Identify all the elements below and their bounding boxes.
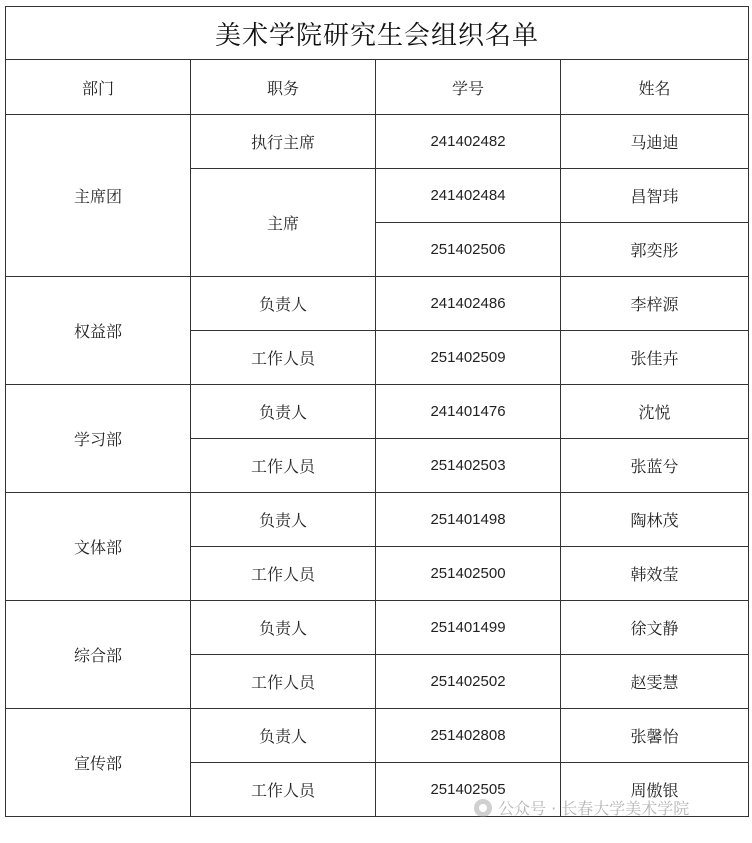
student-id-cell: 251402505 — [376, 763, 561, 817]
department-cell: 文体部 — [6, 493, 191, 601]
person-name-cell: 郭奕彤 — [561, 223, 749, 277]
student-id-cell: 251401499 — [376, 601, 561, 655]
role-cell: 负责人 — [191, 493, 376, 547]
role-cell: 主席 — [191, 169, 376, 277]
student-id-cell: 251402509 — [376, 331, 561, 385]
role-cell: 负责人 — [191, 601, 376, 655]
table-row — [6, 493, 749, 547]
person-name-cell: 周傲银 — [561, 763, 749, 817]
student-id-cell: 241402482 — [376, 115, 561, 169]
role-cell: 工作人员 — [191, 439, 376, 493]
department-cell: 宣传部 — [6, 709, 191, 817]
role-cell: 负责人 — [191, 709, 376, 763]
header-department: 部门 — [6, 60, 191, 115]
header-student-id: 学号 — [376, 60, 561, 115]
role-cell: 执行主席 — [191, 115, 376, 169]
header-name: 姓名 — [561, 60, 749, 115]
department-cell: 学习部 — [6, 385, 191, 493]
role-cell: 负责人 — [191, 277, 376, 331]
person-name-cell: 赵雯慧 — [561, 655, 749, 709]
student-id-cell: 241402486 — [376, 277, 561, 331]
student-id-cell: 251402506 — [376, 223, 561, 277]
header-row — [6, 60, 749, 115]
department-cell: 权益部 — [6, 277, 191, 385]
table-row — [6, 385, 749, 439]
table-row — [6, 115, 749, 169]
person-name-cell: 马迪迪 — [561, 115, 749, 169]
student-id-cell: 251402500 — [376, 547, 561, 601]
department-cell: 综合部 — [6, 601, 191, 709]
student-id-cell: 251402503 — [376, 439, 561, 493]
table-row — [6, 277, 749, 331]
role-cell: 工作人员 — [191, 547, 376, 601]
table-row — [6, 601, 749, 655]
person-name-cell: 韩效莹 — [561, 547, 749, 601]
person-name-cell: 昌智玮 — [561, 169, 749, 223]
header-role: 职务 — [191, 60, 376, 115]
table-row — [6, 709, 749, 763]
person-name-cell: 张馨怡 — [561, 709, 749, 763]
student-id-cell: 251402808 — [376, 709, 561, 763]
person-name-cell: 张佳卉 — [561, 331, 749, 385]
student-id-cell: 251402502 — [376, 655, 561, 709]
roster-table — [5, 6, 749, 817]
role-cell: 负责人 — [191, 385, 376, 439]
person-name-cell: 徐文静 — [561, 601, 749, 655]
student-id-cell: 241401476 — [376, 385, 561, 439]
person-name-cell: 沈悦 — [561, 385, 749, 439]
role-cell: 工作人员 — [191, 331, 376, 385]
student-id-cell: 251401498 — [376, 493, 561, 547]
student-id-cell: 241402484 — [376, 169, 561, 223]
person-name-cell: 陶林茂 — [561, 493, 749, 547]
role-cell: 工作人员 — [191, 655, 376, 709]
role-cell: 工作人员 — [191, 763, 376, 817]
person-name-cell: 张蓝兮 — [561, 439, 749, 493]
table-title: 美术学院研究生会组织名单 — [6, 7, 749, 60]
department-cell: 主席团 — [6, 115, 191, 277]
person-name-cell: 李梓源 — [561, 277, 749, 331]
watermark-text: 公众号 · 长春大学美术学院 — [498, 799, 690, 818]
